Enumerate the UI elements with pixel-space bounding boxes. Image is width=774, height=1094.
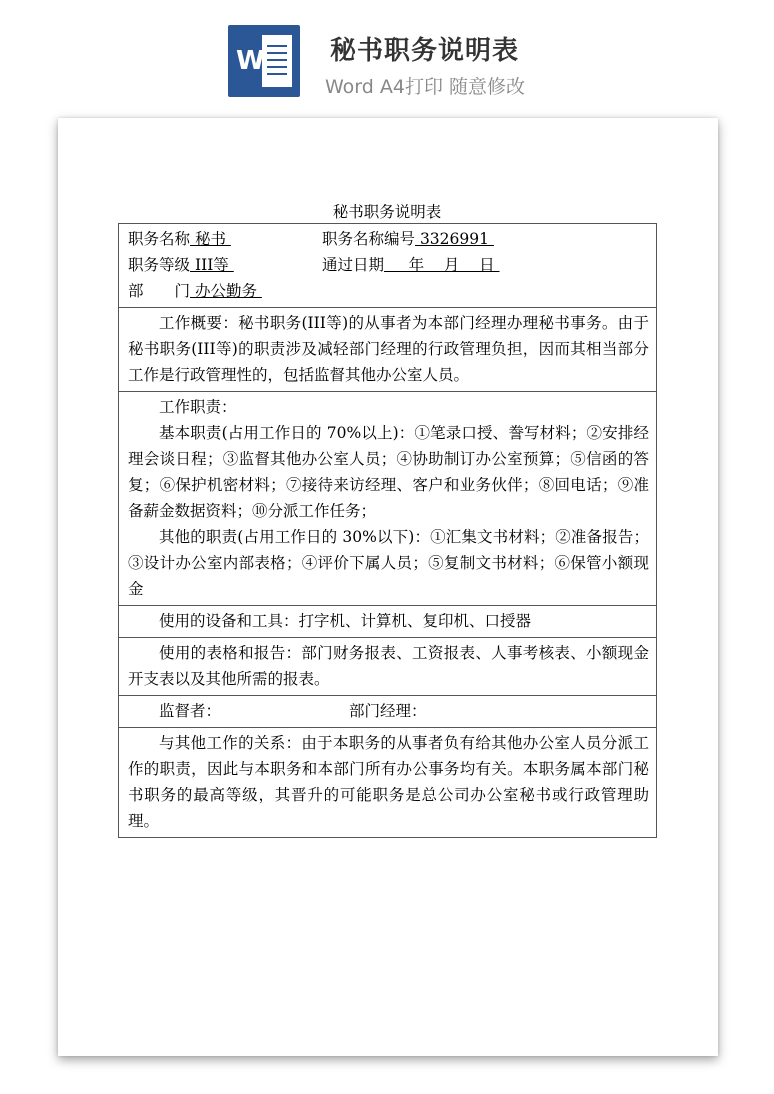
header-row [119, 224, 657, 308]
duties-basic: 基本职责(占用工作日的 70%以上)：①笔录口授、誊写材料；②安排经理会谈日程；③监督其他办公室人员；④协助制订办公室预算；⑤信函的答复；⑥保护机密材料；⑦接待来访经理、客户和业务伙伴；⑧回电话；⑨准备薪金数据资料；⑩分派工作任务； [128, 424, 649, 520]
equipment-cell [119, 606, 657, 638]
relations-cell [119, 728, 657, 838]
supervisor-label: 监督者： [159, 702, 222, 720]
word-icon-letter: W [236, 46, 265, 76]
forms-cell [119, 638, 657, 696]
duties-title: 工作职责： [159, 398, 237, 416]
job-name-field [128, 226, 322, 252]
job-code-field [322, 226, 494, 252]
equipment-row [119, 606, 657, 638]
duties-other: 其他的职责(占用工作日的 30%以下)：①汇集文书材料；②准备报告；③设计办公室内部表格；④评价下属人员；⑤复制文书材料；⑥保管小额现金 [128, 528, 649, 598]
duties-cell [119, 392, 657, 606]
header-line-3 [128, 278, 649, 304]
approval-date-value: 年 月 日 [384, 256, 500, 274]
word-doc-shape [262, 35, 292, 87]
job-code-label: 职务名称编号 [322, 230, 416, 248]
equipment-text: 使用的设备和工具：打字机、计算机、复印机、口授器 [159, 612, 532, 630]
job-name-label: 职务名称 [128, 230, 191, 248]
job-grade-label: 职务等级 [128, 256, 191, 274]
relations-text: 与其他工作的关系：由于本职务的从事者负有给其他办公室人员分派工作的职责，因此与本职务和本部门所有办公事务均有关。本职务属本部门秘书职务的最高等级，其晋升的可能职务是总公司办公室秘书或行政管理助理。 [128, 734, 649, 830]
job-grade-field [128, 252, 322, 278]
forms-row [119, 638, 657, 696]
approval-date-label: 通过日期 [322, 256, 385, 274]
department-value: 办公勤务 [190, 282, 262, 300]
job-name-value: 秘书 [190, 230, 231, 248]
header-line-1 [128, 226, 649, 252]
relations-row [119, 728, 657, 838]
department-label: 部 门 [128, 282, 191, 300]
header-line-2 [128, 252, 649, 278]
duties-row [119, 392, 657, 606]
word-icon [228, 25, 300, 97]
overview-cell [119, 308, 657, 392]
supervisor-cell [119, 696, 657, 728]
banner [0, 0, 774, 118]
document-title: 秘书职务说明表 [332, 203, 442, 221]
job-description-table [118, 223, 657, 838]
manager-label: 部门经理： [349, 702, 427, 720]
job-grade-value: III等 [190, 256, 234, 274]
forms-reports-text: 使用的表格和报告：部门财务报表、工资报表、人事考核表、小额现金开支表以及其他所需的报表。 [128, 644, 649, 688]
department-field [128, 278, 262, 304]
supervisor-row [119, 696, 657, 728]
banner-subtitle: Word A4打印 随意修改 [325, 76, 526, 98]
approval-date-field [322, 252, 500, 278]
overview-text: 工作概要：秘书职务(III等)的从事者为本部门经理办理秘书事务。由于秘书职务(III等)的职责涉及减轻部门经理的行政管理负担，因而其相当部分工作是行政管理性的，包括监督其他办公室人员。 [128, 314, 649, 384]
overview-row [119, 308, 657, 392]
banner-title: 秘书职务说明表 [330, 36, 520, 66]
header-cell [119, 224, 657, 308]
job-code-value: 3326991 [415, 230, 494, 248]
